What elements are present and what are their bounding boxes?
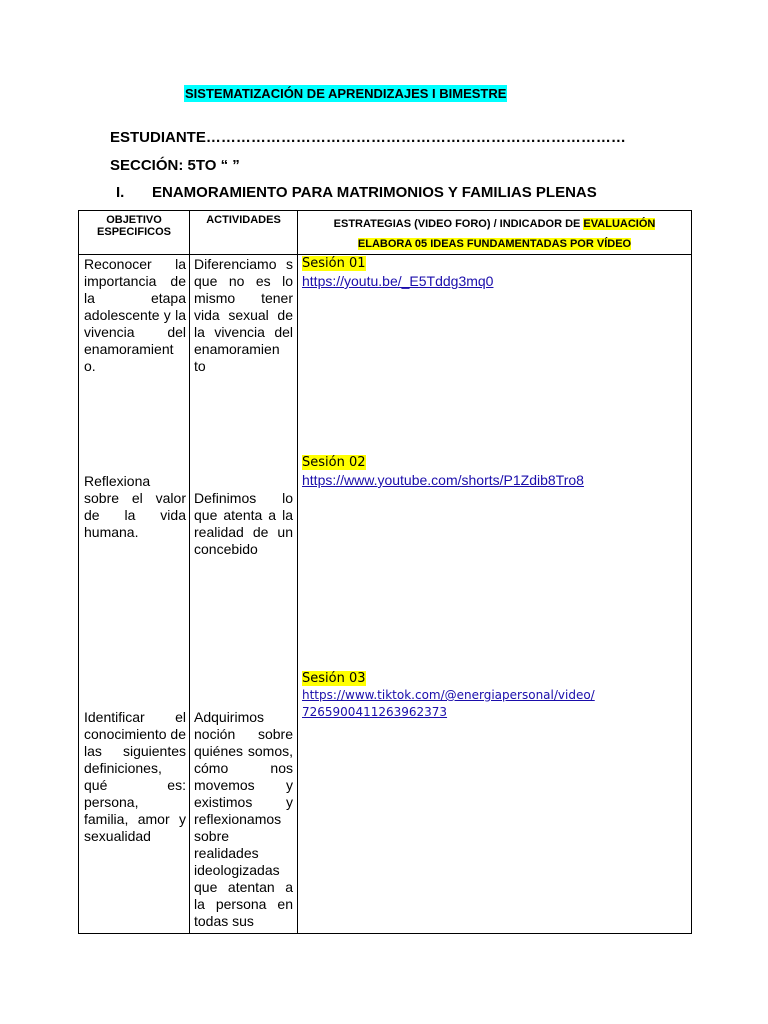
objective-1: Reconocer la importancia de la etapa adolescente y la vivencia del enamoramient o.: [84, 256, 186, 374]
session-1-link[interactable]: https://youtu.be/_E5Tddg3mq0: [302, 273, 494, 289]
activity-2: Definimos lo que atenta a la realidad de un concebido: [194, 490, 293, 557]
session-2-link[interactable]: https://www.youtube.com/shorts/P1Zdib8Tro8: [302, 472, 584, 488]
session-3-label: [302, 671, 366, 686]
table-header-row: [79, 211, 692, 255]
header-activities: ACTIVIDADES: [190, 211, 298, 255]
student-line: ESTUDIANTE…………………………………………………………………………: [110, 129, 626, 146]
heading-text: ENAMORAMIENTO PARA MATRIMONIOS Y FAMILIAS PLENAS: [152, 184, 597, 201]
section-heading: [116, 184, 597, 201]
header-strategies: [298, 211, 692, 255]
objective-3: Identificar el conocimiento de las siguientes definiciones, qué es: persona, familia, amor y sexualidad: [84, 709, 186, 844]
heading-number: I.: [116, 184, 125, 201]
activities-cell: [190, 255, 298, 934]
session-2-text: Sesión 02: [302, 455, 366, 470]
section-line: SECCIÓN: 5TO “ ”: [110, 157, 240, 174]
document-title: SISTEMATIZACIÓN DE APRENDIZAJES I BIMESTRE: [185, 86, 507, 101]
header-indicator-line: ELABORA 05 IDEAS FUNDAMENTADAS POR VÍDEO: [357, 238, 632, 250]
header-evaluation-highlight: EVALUACIÓN: [583, 218, 656, 230]
header-strategies-text: ESTRATEGIAS (VIDEO FORO) / INDICADOR DE: [333, 218, 584, 230]
objective-2: Reflexiona sobre el valor de la vida humana.: [84, 473, 186, 540]
learning-table: [78, 210, 692, 934]
strategies-cell: [298, 255, 692, 934]
session-2-label: [302, 455, 366, 470]
session-3-link[interactable]: https://www.tiktok.com/@energiapersonal/video/7265900411263962373: [302, 688, 595, 719]
activity-3: Adquirimos noción sobre quiénes somos, cómo nos movemos y existimos y reflexionamos sobre realidades ideologizadas que atentan a la persona en todas sus: [194, 709, 293, 929]
objectives-cell: [79, 255, 190, 934]
header-objectives: OBJETIVO ESPECIFICOS: [79, 211, 190, 255]
session-3-text: Sesión 03: [302, 671, 366, 686]
session-1-text: Sesión 01: [302, 256, 366, 271]
activity-1: Diferenciamo s que no es lo mismo tener vida sexual de la vivencia del enamoramien to: [194, 256, 293, 374]
table-row: [79, 255, 692, 934]
session-1-label: [302, 256, 366, 271]
